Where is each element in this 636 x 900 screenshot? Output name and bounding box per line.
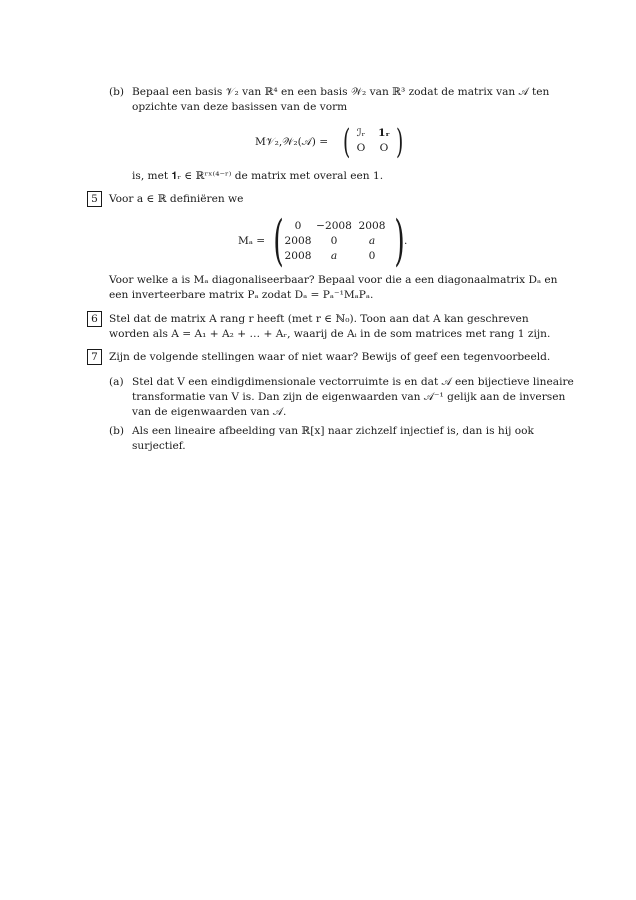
matrix-cell: 2008: [284, 235, 312, 247]
question-number-box: 6: [87, 311, 102, 327]
matrix-cell: 0: [368, 250, 376, 262]
q7-a-line-3: van de eigenwaarden van 𝒜.: [132, 406, 287, 418]
q7-b-line-1: Als een lineaire afbeelding van ℝ[x] naar zichzelf injectief is, dan is hij ook: [132, 425, 534, 437]
q7-b-line-2: surjectief.: [132, 440, 186, 452]
q5-text-1: Voor welke a is Mₐ diagonaliseerbaar? Bepaal voor die a een diagonaalmatrix Dₐ en: [109, 274, 558, 286]
question-number-box: 5: [87, 191, 102, 207]
matrix-cell: 𝟏ᵣ: [378, 127, 390, 139]
q7-a-label: (a): [109, 376, 124, 388]
q6-line-2: worden als A = A₁ + A₂ + … + Aᵣ, waarij de Aᵢ in de som matrices met rang 1 zijn.: [109, 328, 551, 340]
part-b-line-1: Bepaal een basis 𝒱₂ van ℝ⁴ en een basis 𝒲₂ van ℝ³ zodat de matrix van 𝒜 ten: [132, 86, 550, 98]
q7-a-line-2: transformatie van V is. Dan zijn de eigenwaarden van 𝒜⁻¹ gelijk aan de inversen: [132, 391, 566, 403]
question-number-box: 7: [87, 349, 102, 365]
right-paren: ): [394, 209, 405, 272]
left-paren: (: [273, 209, 284, 272]
formula-lhs: Mₐ =: [238, 235, 266, 247]
part-b-line-2: opzichte van deze basissen van de vorm: [132, 101, 348, 113]
matrix-cell: 0: [330, 235, 338, 247]
q7-line-1: Zijn de volgende stellingen waar of niet waar? Bewijs of geef een tegenvoorbeeld.: [109, 351, 551, 363]
q6-line-1: Stel dat de matrix A rang r heeft (met r ∈ ℕ₀). Toon aan dat A kan geschreven: [109, 313, 529, 325]
left-paren: (: [342, 122, 351, 162]
q5-text-2: een inverteerbare matrix Pₐ zodat Dₐ = Pₐ⁻¹MₐPₐ.: [109, 289, 374, 301]
matrix-cell: 2008: [358, 220, 386, 232]
q7-b-label: (b): [109, 425, 125, 437]
formula-end: .: [404, 235, 408, 247]
matrix-cell: −2008: [316, 220, 352, 232]
matrix-cell: a: [330, 250, 338, 262]
q5-intro: Voor a ∈ ℝ definiëren we: [109, 193, 244, 205]
part-b-label: (b): [109, 86, 125, 98]
part-b-line-3: is, met 𝟏ᵣ ∈ ℝʳˣ⁽⁴⁻ʳ⁾ de matrix met overal een 1.: [132, 170, 384, 182]
matrix-cell: ℐᵣ: [356, 127, 366, 139]
matrix-cell: 2008: [284, 250, 312, 262]
matrix-cell: O: [356, 142, 366, 154]
matrix-cell: a: [368, 235, 376, 247]
right-paren: ): [395, 122, 404, 162]
matrix-cell: O: [379, 142, 389, 154]
formula-lhs: M𝒱₂,𝒲₂(𝒜) =: [255, 136, 329, 148]
q7-a-line-1: Stel dat V een eindigdimensionale vectorruimte is en dat 𝒜 een bijectieve lineaire: [132, 376, 574, 388]
matrix-cell: 0: [294, 220, 302, 232]
